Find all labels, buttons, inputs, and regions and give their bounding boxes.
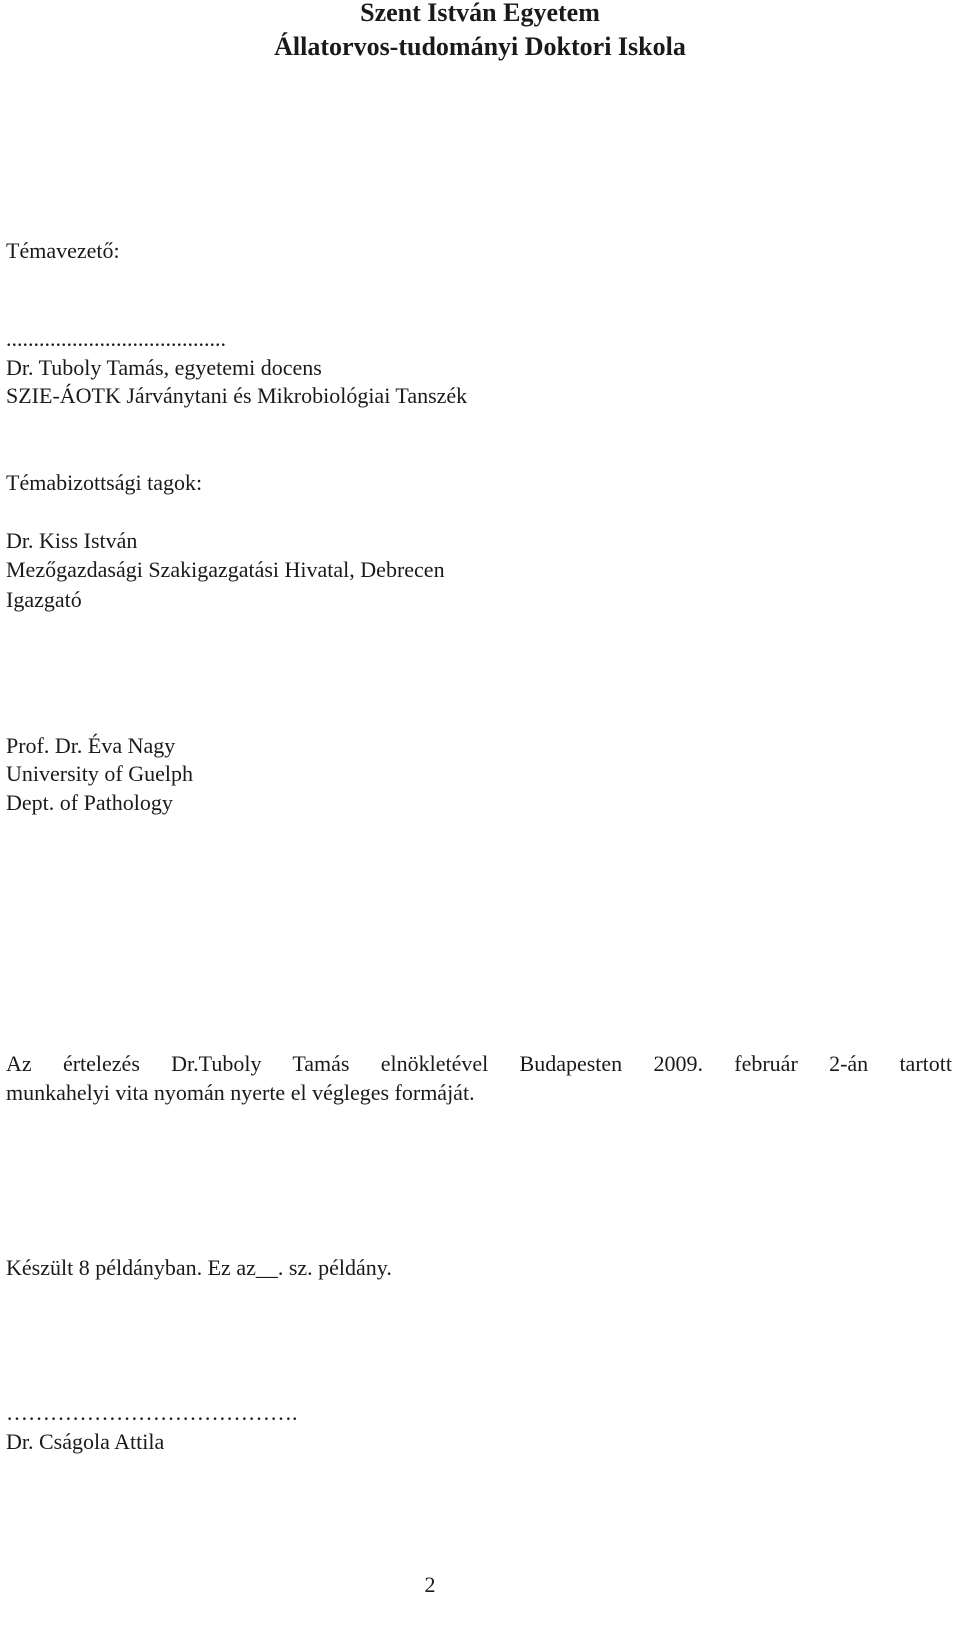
committee-member-role: Dept. of Pathology [6, 790, 173, 815]
signature-dots: …………………………………. [6, 1400, 298, 1425]
statement-line-1: Az értelezés Dr.Tuboly Tamás elnökletével Budapesten 2009. február 2-án tartott [6, 1051, 952, 1076]
committee-member-name: Prof. Dr. Éva Nagy [6, 733, 176, 758]
supervisor-heading: Témavezető: [6, 238, 120, 263]
committee-member-name: Dr. Kiss István [6, 528, 138, 553]
doctoral-school-title: Állatorvos-tudományi Doktori Iskola [274, 32, 686, 61]
supervisor-department: SZIE-ÁOTK Járványtani és Mikrobiológiai Tanszék [6, 383, 468, 408]
statement-line-2: munkahelyi vita nyomán nyerte el végleges formáját. [6, 1080, 475, 1105]
committee-member-institution: University of Guelph [6, 761, 193, 786]
signatory-name: Dr. Cságola Attila [6, 1429, 165, 1454]
committee-member-role: Igazgató [6, 587, 82, 612]
supervisor-signature-line: ........................................ [6, 326, 226, 351]
page-number: 2 [424, 1572, 436, 1597]
university-title: Szent István Egyetem [360, 0, 600, 27]
committee-member-institution: Mezőgazdasági Szakigazgatási Hivatal, Debrecen [6, 557, 445, 582]
copies-note: Készült 8 példányban. Ez az__. sz. példány. [6, 1255, 392, 1280]
committee-heading: Témabizottsági tagok: [6, 470, 203, 495]
supervisor-name: Dr. Tuboly Tamás, egyetemi docens [6, 355, 322, 380]
